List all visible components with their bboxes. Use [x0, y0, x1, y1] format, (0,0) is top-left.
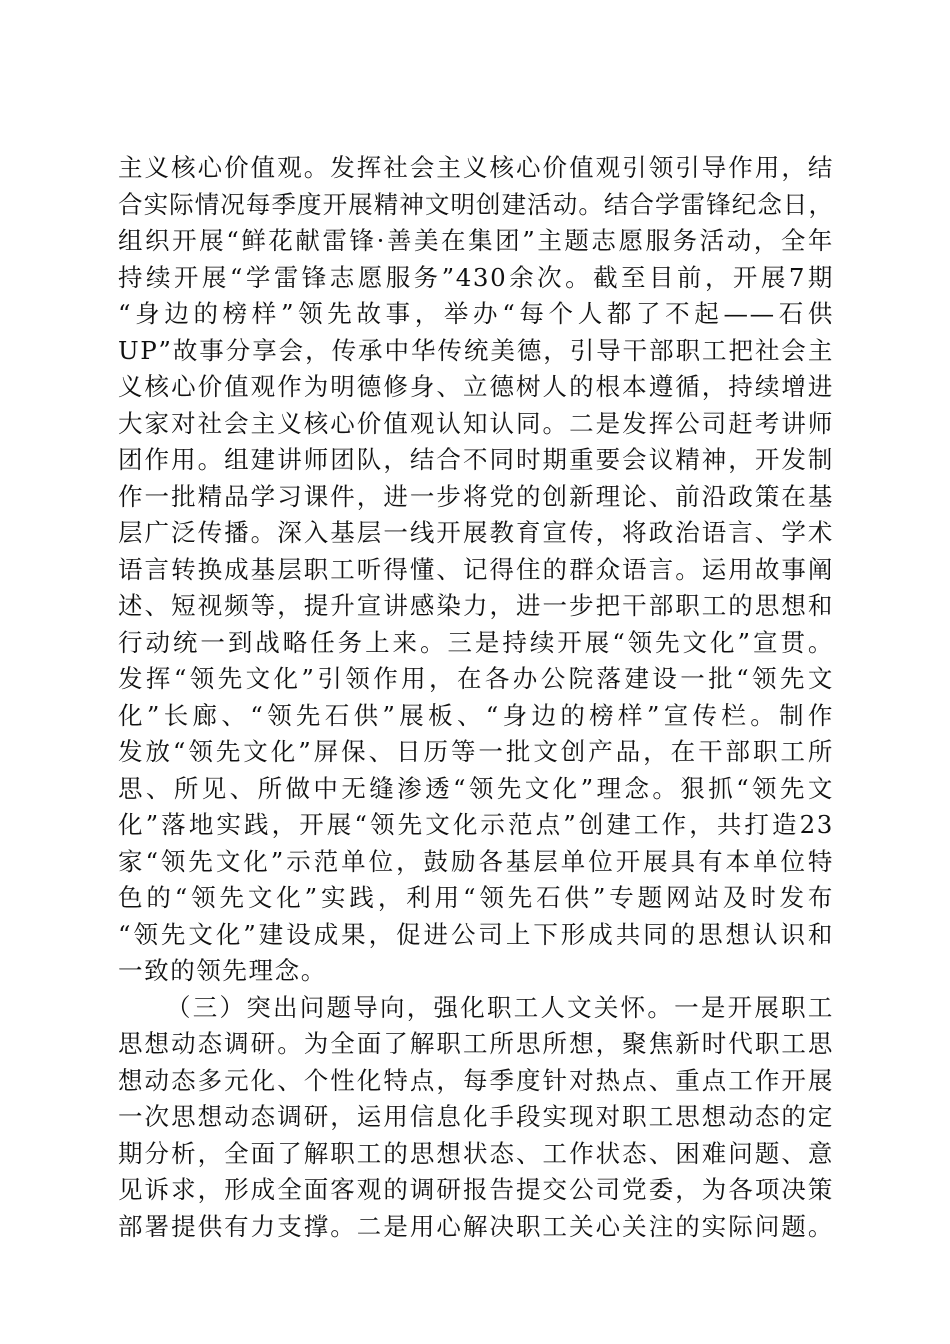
text-line: 作一批精品学习课件，进一步将党的创新理论、前沿政策在基 [118, 481, 834, 511]
text-line: 大家对社会主义核心价值观认知认同。二是发挥公司赶考讲师 [118, 408, 834, 438]
text-line: 色的“领先文化”实践，利用“领先石供”专题网站及时发布 [118, 883, 834, 912]
text-line: 思想动态调研。为全面了解职工所思所想，聚焦新时代职工思 [118, 1029, 834, 1058]
document-body [118, 150, 834, 1245]
text-line: 见诉求，形成全面客观的调研报告提交公司党委，为各项决策 [118, 1175, 834, 1204]
text-line: “领先文化”建设成果，促进公司上下形成共同的思想认识和 [118, 919, 834, 949]
text-line: 思、所见、所做中无缝渗透“领先文化”理念。狠抓“领先文 [118, 773, 834, 803]
text-line: 述、短视频等，提升宣讲感染力，进一步把干部职工的思想和 [118, 591, 834, 620]
text-line: UP”故事分享会，传承中华传统美德，引导干部职工把社会主 [118, 335, 834, 365]
text-line: 行动统一到战略任务上来。三是持续开展“领先文化”宣贯。 [118, 627, 834, 657]
text-line: 期分析，全面了解职工的思想状态、工作状态、困难问题、意 [118, 1138, 834, 1168]
text-line: 语言转换成基层职工听得懂、记得住的群众语言。运用故事阐 [118, 554, 834, 584]
text-line: 发挥“领先文化”引领作用，在各办公院落建设一批“领先文 [118, 664, 834, 693]
text-line: 团作用。组建讲师团队，结合不同时期重要会议精神，开发制 [118, 445, 834, 474]
text-line: “身边的榜样”领先故事，举办“每个人都了不起——石供 [118, 299, 834, 328]
text-line: 一次思想动态调研，运用信息化手段实现对职工思想动态的定 [118, 1102, 834, 1131]
text-line: 一致的领先理念。 [118, 956, 327, 985]
text-line: 主义核心价值观。发挥社会主义核心价值观引领引导作用，结 [118, 153, 834, 182]
text-line: 层广泛传播。深入基层一线开展教育宣传，将政治语言、学术 [118, 518, 834, 547]
text-line: 部署提供有力支撑。二是用心解决职工关心关注的实际问题。 [118, 1211, 834, 1241]
text-line: 义核心价值观作为明德修身、立德树人的根本遵循，持续增进 [118, 372, 834, 401]
text-line: 化”落地实践，开展“领先文化示范点”创建工作，共打造23 [118, 810, 834, 839]
text-line: 合实际情况每季度开展精神文明创建活动。结合学雷锋纪念日， [118, 189, 834, 219]
text-line: 家“领先文化”示范单位，鼓励各基层单位开展具有本单位特 [118, 846, 834, 876]
text-line: （三）突出问题导向，强化职工人文关怀。一是开展职工 [166, 992, 834, 1022]
text-line: 想动态多元化、个性化特点，每季度针对热点、重点工作开展 [118, 1065, 834, 1095]
text-line: 持续开展“学雷锋志愿服务”430余次。截至目前，开展7期 [118, 262, 834, 292]
text-line: 化”长廊、“领先石供”展板、“身边的榜样”宣传栏。制作 [118, 700, 834, 730]
text-line: 组织开展“鲜花献雷锋·善美在集团”主题志愿服务活动，全年 [118, 226, 834, 255]
text-line: 发放“领先文化”屏保、日历等一批文创产品，在干部职工所 [118, 737, 834, 766]
